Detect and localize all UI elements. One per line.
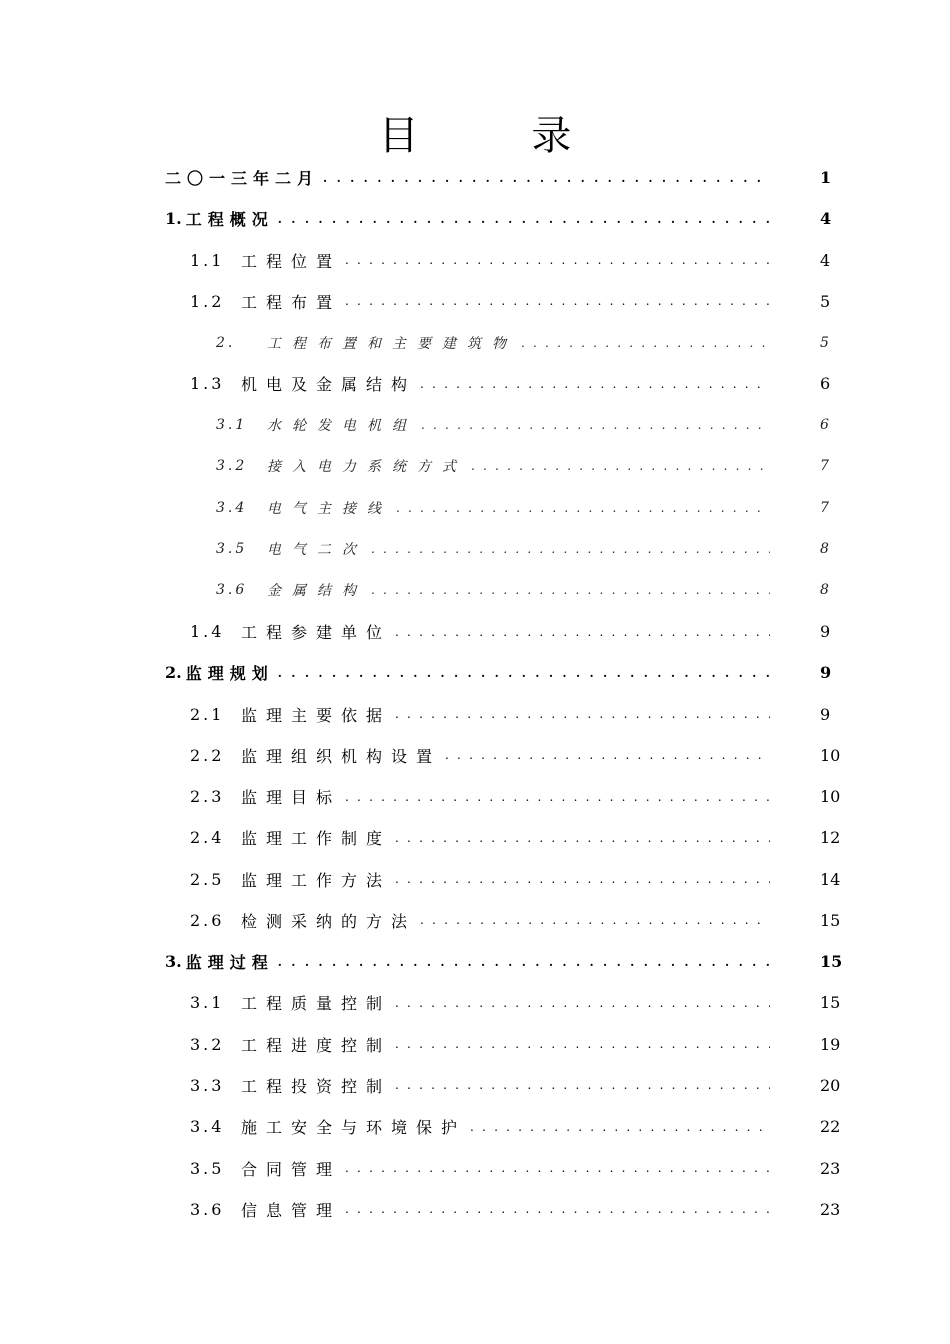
toc-dot-leader	[420, 913, 770, 927]
toc-dot-leader	[445, 748, 770, 762]
toc-entry[interactable]	[0, 487, 950, 528]
toc-entry-number: 3.4	[216, 499, 248, 516]
toc-dot-leader	[395, 872, 770, 886]
toc-entry-number: 3.5	[190, 1158, 225, 1178]
toc-entry[interactable]	[0, 405, 950, 446]
toc-entry[interactable]	[0, 1189, 950, 1230]
toc-entry-number: 1.4	[190, 622, 225, 642]
toc-entry-number: 3.3	[190, 1075, 225, 1095]
toc-entry-title: 信息管理	[241, 1200, 342, 1220]
page-title: 目 录	[378, 113, 622, 159]
toc-entry[interactable]	[0, 776, 950, 817]
toc-entry[interactable]	[0, 693, 950, 734]
toc-dot-leader	[278, 955, 770, 969]
toc-dot-leader	[395, 996, 770, 1010]
toc-entry-number: 3.5	[216, 541, 248, 558]
toc-entry[interactable]	[0, 859, 950, 900]
toc-entry[interactable]	[0, 1065, 950, 1106]
toc-entry[interactable]	[0, 157, 950, 198]
toc-entry-page: 15	[820, 993, 841, 1013]
toc-entry-number: 3.	[165, 952, 182, 972]
toc-entry-title: 金属结构	[267, 583, 367, 600]
toc-entry[interactable]	[0, 281, 950, 322]
toc-entry[interactable]	[0, 982, 950, 1023]
toc-entry[interactable]	[0, 900, 950, 941]
toc-entry-title: 电气主接线	[267, 500, 392, 517]
toc-dot-leader	[371, 583, 770, 597]
toc-dot-leader	[395, 707, 770, 721]
toc-entry-number: 1.1	[190, 250, 225, 270]
toc-entry-title: 监理过程	[185, 953, 274, 973]
toc-entry-number: 3.2	[216, 458, 248, 475]
toc-entry-title: 工程投资控制	[241, 1076, 392, 1096]
toc-entry-title: 工程布置和主要建筑物	[267, 335, 517, 352]
toc-dot-leader	[345, 294, 770, 308]
toc-entry-number: 3.1	[190, 993, 225, 1013]
toc-entry[interactable]	[0, 1147, 950, 1188]
toc-entry-page: 10	[820, 745, 841, 765]
toc-entry-page: 9	[820, 622, 831, 642]
toc-entry-page: 8	[820, 582, 829, 599]
toc-entry-title: 监理工作制度	[241, 829, 392, 849]
toc-entry-page: 5	[820, 334, 829, 351]
toc-entry-title: 工程参建单位	[241, 623, 392, 643]
toc-dot-leader	[521, 336, 770, 350]
toc-dot-leader	[395, 1078, 770, 1092]
toc-entry-number: 2.	[165, 663, 182, 683]
toc-dot-leader	[395, 831, 770, 845]
toc-entry-number: 2.1	[190, 704, 225, 724]
toc-entry[interactable]	[0, 652, 950, 693]
toc-entry-title: 工程概况	[185, 210, 274, 230]
toc-dot-leader	[323, 171, 770, 185]
toc-dot-leader	[345, 1202, 770, 1216]
toc-entry[interactable]	[0, 446, 950, 487]
toc-entry[interactable]	[0, 941, 950, 982]
toc-entry-page: 8	[820, 541, 829, 558]
toc-entry[interactable]	[0, 1024, 950, 1065]
toc-entry-number: 3.1	[216, 417, 248, 434]
toc-entry-page: 22	[820, 1117, 841, 1137]
toc-dot-leader	[278, 666, 770, 680]
toc-entry-page: 19	[820, 1034, 841, 1054]
toc-entry-title: 监理主要依据	[241, 705, 392, 725]
toc-entry-number: 2.4	[190, 828, 225, 848]
toc-dot-leader	[471, 459, 770, 473]
toc-entry-title: 接入电力系统方式	[267, 459, 467, 476]
toc-entry-page: 9	[820, 663, 832, 683]
toc-entry[interactable]	[0, 322, 950, 363]
toc-entry-page: 4	[820, 250, 831, 270]
toc-dot-leader	[371, 542, 770, 556]
toc-entry-number: 2.6	[190, 910, 225, 930]
toc-dot-leader	[345, 790, 770, 804]
toc-entry-page: 7	[820, 458, 829, 475]
toc-entry-title: 工程位置	[241, 251, 342, 271]
toc-entry-number: 2.	[216, 334, 236, 351]
toc-entry-page: 1	[820, 168, 832, 188]
toc-entry[interactable]	[0, 735, 950, 776]
toc-entry-page: 23	[820, 1199, 841, 1219]
toc-entry-page: 15	[820, 952, 843, 972]
toc-entry-page: 20	[820, 1075, 841, 1095]
toc-entry-title: 合同管理	[241, 1159, 342, 1179]
toc-entry-title: 监理目标	[241, 788, 342, 808]
toc-dot-leader	[395, 1037, 770, 1051]
toc-entry[interactable]	[0, 817, 950, 858]
toc-entry-title: 检测采纳的方法	[241, 911, 417, 931]
toc-dot-leader	[345, 253, 770, 267]
toc-entry-page: 14	[820, 869, 841, 889]
toc-entry-number: 1.	[165, 209, 182, 229]
toc-dot-leader	[345, 1161, 770, 1175]
toc-entry-page: 6	[820, 417, 829, 434]
toc-entry-page: 5	[820, 291, 831, 311]
toc-entry-page: 6	[820, 374, 831, 394]
toc-entry-number: 3.6	[216, 582, 248, 599]
toc-entry-title: 监理工作方法	[241, 870, 392, 890]
toc-entry-page: 9	[820, 704, 831, 724]
toc-entry-title: 工程布置	[241, 292, 342, 312]
toc-dot-leader	[396, 501, 770, 515]
toc-entry[interactable]	[0, 198, 950, 239]
toc-entry-page: 23	[820, 1158, 841, 1178]
toc-entry-page: 12	[820, 828, 841, 848]
toc-dot-leader	[421, 418, 770, 432]
toc-entry-title: 机电及金属结构	[241, 375, 417, 395]
toc-entry-number: 3.4	[190, 1117, 225, 1137]
toc-dot-leader	[420, 377, 770, 391]
toc-entry-title: 监理规划	[185, 664, 274, 684]
toc-dot-leader	[395, 625, 770, 639]
toc-entry[interactable]	[0, 240, 950, 281]
toc-entry-number: 1.3	[190, 374, 225, 394]
toc-dot-leader	[470, 1120, 770, 1134]
toc-entry[interactable]	[0, 611, 950, 652]
toc-entry-page: 10	[820, 787, 841, 807]
toc-dot-leader	[278, 212, 770, 226]
toc-entry-title: 工程质量控制	[241, 994, 392, 1014]
toc-entry[interactable]	[0, 570, 950, 611]
toc-entry-page: 15	[820, 910, 841, 930]
toc-entry-number: 3.6	[190, 1199, 225, 1219]
toc-entry-number: 3.2	[190, 1034, 225, 1054]
toc-entry[interactable]	[0, 363, 950, 404]
toc-entry[interactable]	[0, 1106, 950, 1147]
toc-entry-number: 2.5	[190, 869, 225, 889]
toc-entry-title: 施工安全与环境保护	[241, 1118, 467, 1138]
table-of-contents	[0, 157, 950, 1230]
toc-entry-title: 电气二次	[267, 542, 367, 559]
toc-entry-page: 7	[820, 499, 829, 516]
toc-entry-page: 4	[820, 209, 832, 229]
toc-entry-title: 工程进度控制	[241, 1035, 392, 1055]
toc-entry-number: 1.2	[190, 291, 225, 311]
toc-entry-number: 2.3	[190, 787, 225, 807]
toc-entry-number: 2.2	[190, 745, 225, 765]
toc-entry-title: 监理组织机构设置	[241, 746, 442, 766]
toc-entry-title: 二〇一三年二月	[165, 169, 320, 189]
toc-entry[interactable]	[0, 528, 950, 569]
toc-entry-title: 水轮发电机组	[267, 418, 417, 435]
